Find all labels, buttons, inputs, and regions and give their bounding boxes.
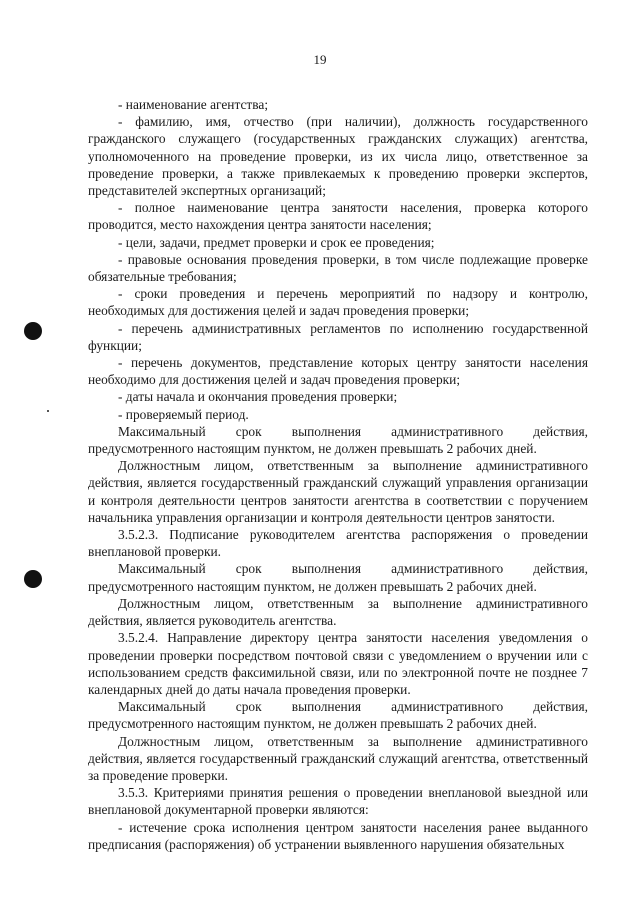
paragraph: Должностным лицом, ответственным за выполнение административного действия, является государственный гражданский служащий управления организации и контроля деятельности центров занятости агентства в соответствии с поручением начальника управления организации и контроля деятельности центров занятости.: [88, 458, 588, 525]
punch-hole-top: [24, 322, 42, 340]
page-number: 19: [313, 52, 327, 67]
margin-mark: [47, 410, 49, 412]
paragraph: - правовые основания проведения проверки, в том числе подлежащие проверке обязательные требования;: [88, 251, 588, 285]
paragraph: - истечение срока исполнения центром занятости населения ранее выданного предписания (распоряжения) об устранении выявленного нарушения обязательных: [88, 819, 588, 852]
paragraph: - проверяемый период.: [118, 406, 249, 422]
paragraph: - сроки проведения и перечень мероприятий по надзору и контролю, необходимых для достижения целей и задач проведения проверки;: [88, 286, 588, 319]
paragraph: Максимальный срок выполнения административного действия, предусмотренного настоящим пунктом, не должен превышать 2 рабочих дней.: [88, 561, 588, 594]
paragraph: - цели, задачи, предмет проверки и срок ее проведения;: [118, 234, 435, 250]
paragraph: Должностным лицом, ответственным за выполнение административного действия, является руководитель агентства.: [88, 595, 588, 629]
paragraph: 3.5.3. Критериями принятия решения о проведении внеплановой выездной или внеплановой документарной проверки являются:: [88, 785, 588, 818]
paragraph: - полное наименование центра занятости населения, проверка которого проводится, место нахождения центра занятости населения;: [88, 200, 588, 233]
paragraph: 3.5.2.3. Подписание руководителем агентства распоряжения о проведении внеплановой проверки.: [88, 527, 588, 560]
paragraph: - наименование агентства;: [118, 97, 269, 112]
paragraph: 3.5.2.4. Направление директору центра занятости населения уведомления о проведении проверки посредством почтовой связи с уведомлением о вручении или с использованием средств факсимильной связи, или по электронной почте не позднее 7 календарных дней до даты начала проведения проверки.: [88, 630, 588, 697]
paragraph: - перечень административных регламентов по исполнению государственной функции;: [88, 320, 588, 353]
paragraph: Максимальный срок выполнения административного действия, предусмотренного настоящим пунктом, не должен превышать 2 рабочих дней.: [88, 699, 588, 732]
paragraph: - даты начала и окончания проведения проверки;: [118, 389, 398, 405]
paragraph: Максимальный срок выполнения административного действия, предусмотренного настоящим пунктом, не должен превышать 2 рабочих дней.: [88, 423, 588, 457]
paragraph: - фамилию, имя, отчество (при наличии), должность государственного гражданского служащего (государственных гражданских служащих) агентства, уполномоченного на проведение проверки, из их числа лицо, ответственное за проведение проверки, а также привлекаемых к проведению проверки экспертов, представителей экспертных организаций;: [88, 114, 588, 199]
punch-hole-bottom: [24, 570, 42, 588]
document-body: [88, 96, 588, 853]
paragraph: Должностным лицом, ответственным за выполнение административного действия, является государственный гражданский служащий агентства, ответственный за проведение проверки.: [88, 733, 588, 783]
paragraph: - перечень документов, представление которых центру занятости населения необходимо для достижения целей и задач проведения проверки;: [88, 355, 588, 388]
